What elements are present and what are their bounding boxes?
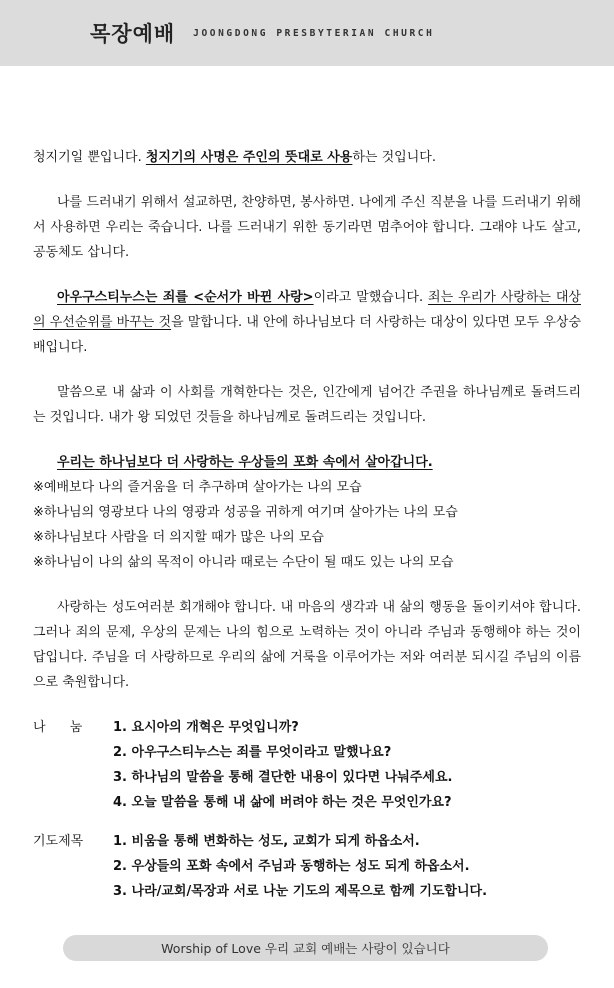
sharing-question: 4. 오늘 말씀을 통해 내 삶에 버려야 하는 것은 무엇인가요?: [113, 795, 452, 810]
document-body: [33, 145, 581, 918]
bullet-item: ※하나님보다 사람을 더 의지할 때가 많은 나의 모습: [33, 530, 324, 545]
sharing-label: 나 눔: [33, 720, 83, 735]
p3-text-2: 이라고 말했습니다.: [313, 290, 429, 305]
p1-emphasis: 청지기의 사명은 주인의 뜻대로 사용: [145, 150, 353, 165]
p1-text-3: 하는 것입니다.: [352, 150, 436, 165]
bullet-item: ※예배보다 나의 즐거움을 더 추구하며 살아가는 나의 모습: [33, 480, 362, 495]
paragraph-2: 나를 드러내기 위해서 설교하면, 찬양하면, 봉사하면. 나에게 주신 직분을 나를 드러내기 위해서 사용하면 우리는 죽습니다. 나를 드러내기 위한 동기라면 멈추어야 합니다. 그래야 나도 살고, 공동체도 삽니다.: [33, 195, 581, 260]
p3-underlined: 죄는 우리가 사랑하는 대상의 우선순위를 바꾸는 것: [33, 290, 581, 330]
header-title-korean: 목장예배: [90, 22, 176, 46]
paragraph-5: 사랑하는 성도여러분 회개해야 합니다. 내 마음의 생각과 내 삶의 행동을 돌이키셔야 합니다. 그러나 죄의 문제, 우상의 문제는 나의 힘으로 노력하는 것이 아니라 주님과 동행해야 하는 것이 답입니다. 주님을 더 사랑하므로 우리의 삶에 거룩을 이루어가는 저와 여러분 되시길 주님의 이름으로 축원합니다.: [33, 600, 581, 690]
bullet-item: ※하나님이 나의 삶의 목적이 아니라 때로는 수단이 될 때도 있는 나의 모습: [33, 555, 454, 570]
bullet-item: ※하나님의 영광보다 나의 영광과 성공을 귀하게 여기며 살아가는 나의 모습: [33, 505, 458, 520]
p3-text-4: 을 말합니다. 내 안에 하나님보다 더 사랑하는 대상이 있다면 모두 우상숭배입니다.: [33, 315, 582, 355]
prayer-section: [33, 829, 581, 904]
section-heading: 우리는 하나님보다 더 사랑하는 우상들의 포화 속에서 살아갑니다.: [57, 455, 433, 470]
prayer-item: 3. 나라/교회/목장과 서로 나눈 기도의 제목으로 함께 기도합니다.: [113, 884, 488, 899]
paragraph-3: [33, 285, 581, 360]
header-title-english: JOONGDONG PRESBYTERIAN CHURCH: [193, 27, 435, 39]
p3-emphasis: 아우구스티누스는 죄를 <순서가 바뀐 사랑>: [57, 290, 314, 305]
p1-text-1: 청지기일 뿐입니다.: [33, 150, 146, 165]
prayer-item: 1. 비움을 통해 변화하는 성도, 교회가 되게 하옵소서.: [113, 834, 420, 849]
bullet-list: [33, 475, 581, 575]
sharing-questions: [113, 715, 581, 815]
sharing-question: 3. 하나님의 말씀을 통해 결단한 내용이 있다면 나눠주세요.: [113, 770, 453, 785]
prayer-items: [113, 829, 581, 904]
prayer-item: 2. 우상들의 포화 속에서 주님과 동행하는 성도 되게 하옵소서.: [113, 859, 470, 874]
sharing-question: 2. 아우구스티누스는 죄를 무엇이라고 말했나요?: [113, 745, 392, 760]
sharing-question: 1. 요시아의 개혁은 무엇입니까?: [113, 720, 299, 735]
prayer-label: 기도제목: [33, 834, 84, 849]
page-header: [0, 0, 614, 66]
sharing-section: [33, 715, 581, 815]
paragraph-1: [33, 145, 581, 170]
footer-banner: Worship of Love 우리 교회 예배는 사랑이 있습니다: [63, 935, 548, 961]
paragraph-4: 말씀으로 내 삶과 이 사회를 개혁한다는 것은, 인간에게 넘어간 주권을 하나님께로 돌려드리는 것입니다. 내가 왕 되었던 것들을 하나님께로 돌려드리는 것입니다.: [33, 385, 582, 425]
